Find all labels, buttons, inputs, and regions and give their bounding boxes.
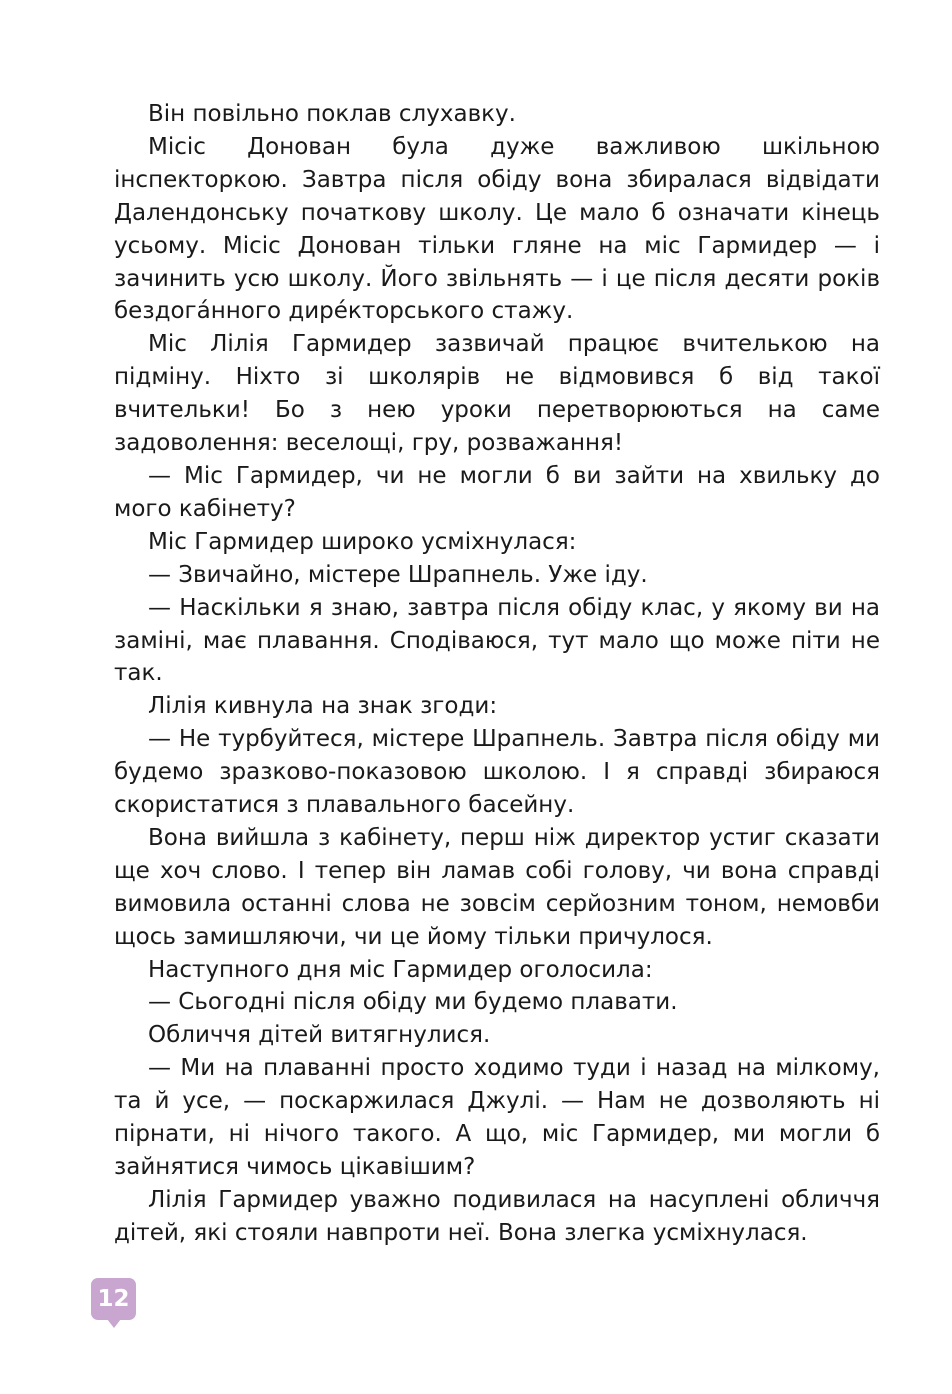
- paragraph-4: — Міс Гармидер, чи не могли б ви зайти на хвильку до мого кабінету?: [114, 462, 880, 522]
- page-number: 12: [97, 1286, 130, 1312]
- paragraph-5: Міс Гармидер широко усміхнулася:: [148, 528, 577, 555]
- paragraph-14: — Ми на плаванні просто ходимо туди і назад на мілкому, та й усе, — поскаржилася Джулі. — Нам не дозволяють ні пірнати, ні нічого такого. А що, міс Гармидер, ми могли б зайнятися чимось цікавішим?: [114, 1055, 880, 1180]
- story-text: [114, 98, 880, 1250]
- paragraph-10: Вона вийшла з кабінету, перш ніж директор устиг сказати ще хоч слово. І тепер він ламав собі голову, чи вона справді вимовила останні слова не зовсім серйозним тоном, немовби щось замишляючи, чи це йому тільки причулося.: [114, 824, 880, 950]
- paragraph-2: Місіс Донован була дуже важливою шкільною інспекторкою. Завтра після обіду вона збиралася відвідати Далендонську початкову школу. Це мало б означати кінець усьому. Місіс Донован тільки гляне на міс Гармидер — і зачинить усю школу. Його звільнять — і це після десяти років бездога́нного дире́кторського стажу.: [114, 133, 880, 325]
- paragraph-13: Обличчя дітей витягнулися.: [148, 1022, 491, 1049]
- paragraph-6: — Звичайно, містере Шрапнель. Уже іду.: [148, 561, 648, 588]
- paragraph-11: Наступного дня міс Гармидер оголосила:: [148, 956, 653, 983]
- page-number-badge: [91, 1278, 136, 1320]
- paragraph-1: Він повільно поклав слухавку.: [148, 101, 516, 127]
- paragraph-3: Міс Лілія Гармидер зазвичай працює вчителькою на підміну. Ніхто зі школярів не відмовився б від такої вчительки! Бо з нею уроки перетворюються на саме задоволення: веселощі, гру, розважання!: [114, 331, 880, 457]
- paragraph-9: — Не турбуйтеся, містере Шрапнель. Завтра після обіду ми будемо зразково-показовою школою. І я справді збираюся скористатися з плавального басейну.: [114, 726, 880, 819]
- paragraph-15: Лілія Гармидер уважно подивилася на насуплені обличчя дітей, які стояли навпроти неї. Вона злегка усміхнулася.: [114, 1186, 880, 1246]
- paragraph-7: — Наскільки я знаю, завтра після обіду клас, у якому ви на заміні, має плавання. Сподіваюся, тут мало що може піти не так.: [114, 594, 880, 687]
- paragraph-12: — Сьогодні після обіду ми будемо плавати.: [148, 989, 678, 1016]
- paragraph-8: Лілія кивнула на знак згоди:: [148, 693, 498, 720]
